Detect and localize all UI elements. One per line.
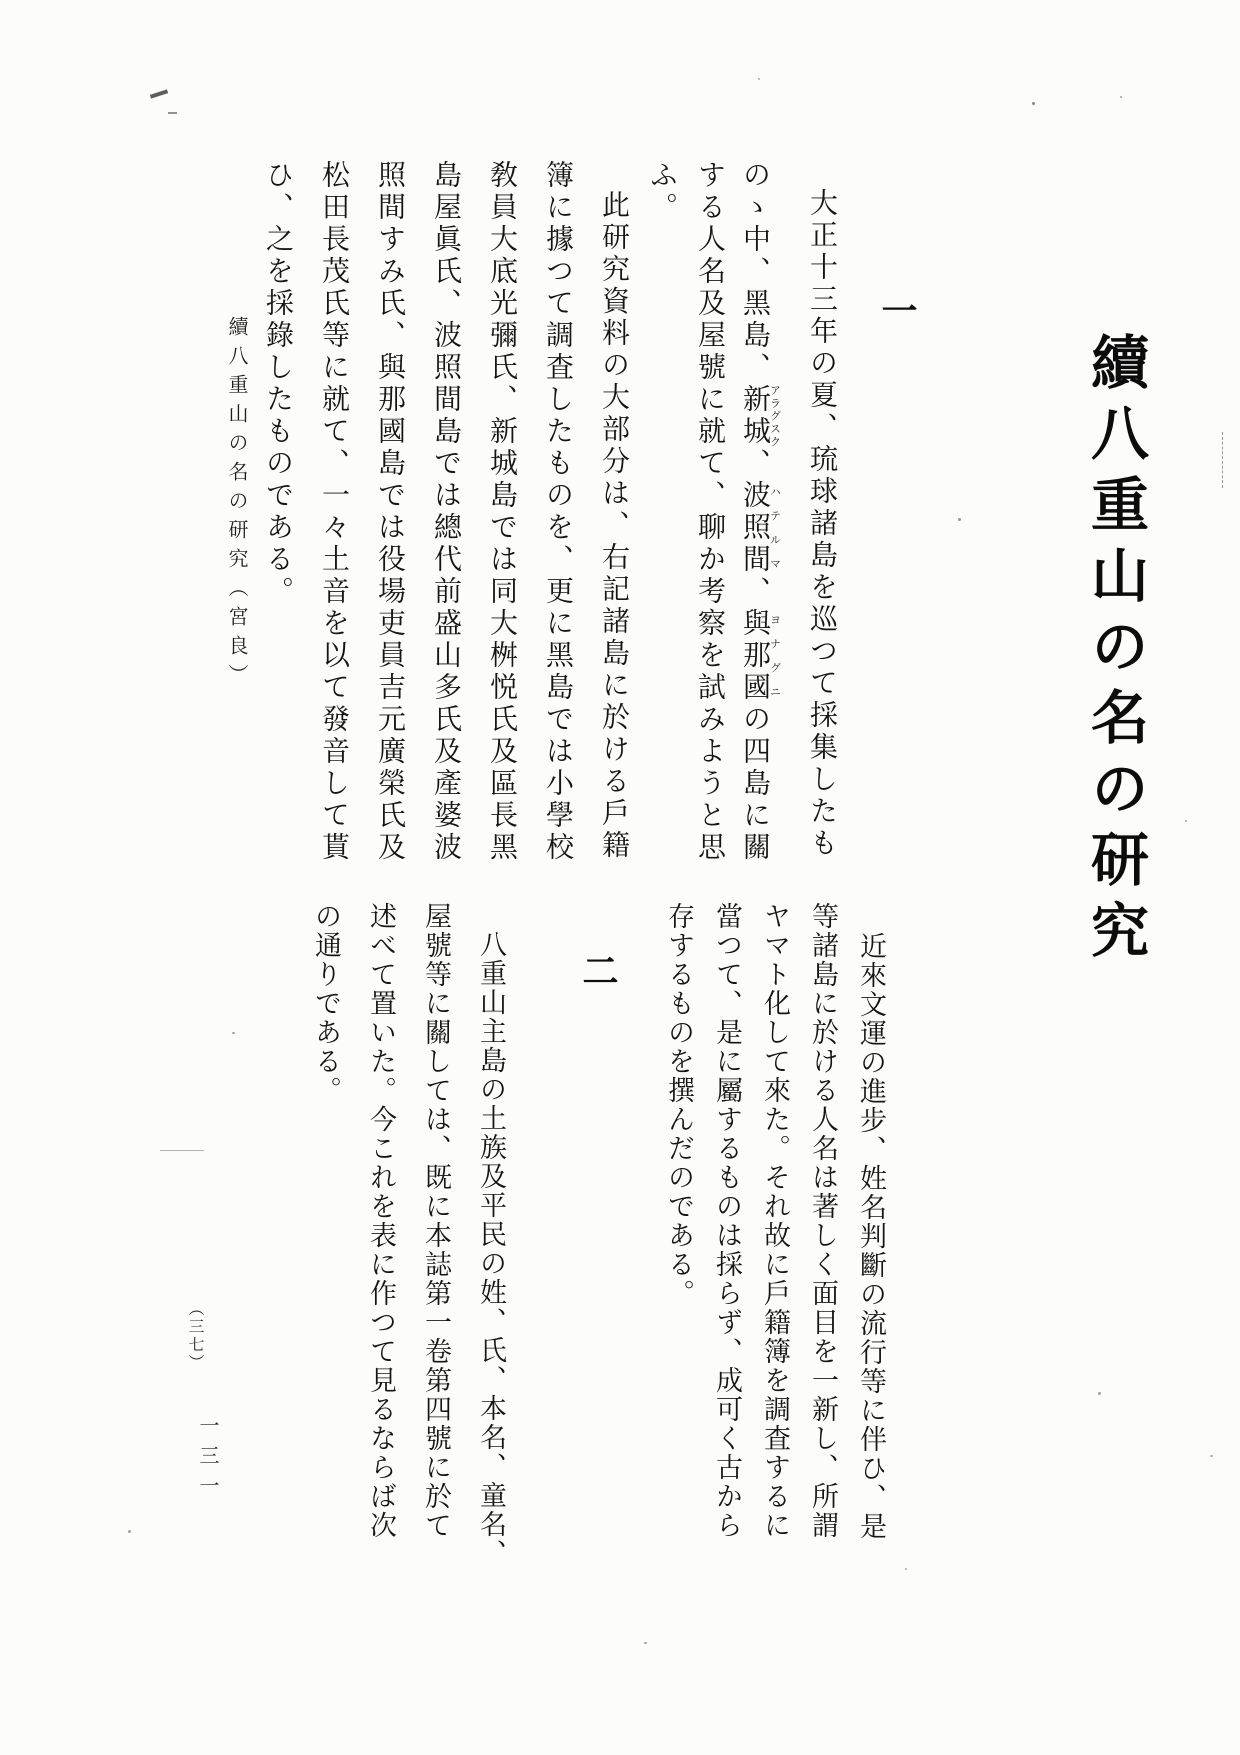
noise-speck — [1185, 820, 1187, 822]
article-title: 續八重山の名の研究 — [1082, 332, 1147, 971]
noise-speck — [758, 78, 760, 80]
section-one-marker: 一 — [877, 292, 917, 328]
noise-speck — [1210, 1455, 1213, 1457]
running-title: 續八重山の名の研究（宮良） — [225, 316, 247, 693]
noise-speck — [160, 1150, 204, 1151]
noise-speck — [958, 518, 961, 521]
text-column: 島屋眞氏、波照間島では總代前盛山多氏及產婆波 — [430, 160, 461, 864]
text-column: ふ。 — [646, 160, 677, 224]
noise-speck — [168, 112, 177, 114]
noise-speck — [128, 1530, 131, 1533]
text-column: 等諸島に於ける人名は著しく面目を一新し、所謂 — [808, 902, 838, 1540]
noise-speck — [1032, 102, 1035, 105]
text-column: ヤマト化して來た。それ故に戶籍簿を調査するに — [760, 902, 790, 1540]
page-number: 一三一 — [196, 1415, 218, 1505]
text-column: ひ、之を採錄したものである。 — [262, 160, 293, 608]
noise-speck — [1120, 96, 1122, 98]
noise-speck — [150, 89, 168, 98]
noise-speck — [232, 1032, 235, 1034]
text-column-with-ruby: のゝ中、黑島、新城アラグスク、波照間ハテルマ、與那國ヨナグニの四島に關 — [739, 160, 781, 864]
text-column: 八重山主島の土族及平民の姓、氏、本名、童名、 — [476, 930, 506, 1568]
text-column: 近來文運の進步、姓名判斷の流行等に伴ひ、是 — [856, 932, 886, 1541]
text-column: の通りである。 — [311, 902, 341, 1105]
text-column: 簿に據つて調査したものを、更に黑島では小學校 — [542, 160, 573, 864]
text-column: 當つて、是に屬するものは採らず、成可く古から — [712, 902, 742, 1540]
noise-speck — [644, 1642, 647, 1644]
section-two-marker: 二 — [578, 952, 618, 988]
folio-volume-mark: （三七） — [186, 1300, 203, 1372]
text-column: 此研究資料の大部分は、右記諸島に於ける戶籍 — [598, 190, 629, 862]
noise-speck — [1098, 1392, 1101, 1395]
text-column: 敎員大底光彌氏、新城島では同大桝悦氏及區長黑 — [486, 160, 517, 864]
text-column: 存するものを撰んだのである。 — [664, 902, 694, 1308]
noise-speck — [905, 1568, 907, 1570]
text-column: 大正十三年の夏、琉球諸島を巡つて採集したも — [806, 188, 837, 860]
text-column: 述べて置いた。今これを表に作つて見るならば次 — [366, 902, 396, 1540]
text-column: する人名及屋號に就て、聊か考察を試みようと思 — [694, 160, 725, 864]
text-column: 屋號等に關しては、既に本誌第一卷第四號に於て — [421, 902, 451, 1540]
text-column: 松田長茂氏等に就て、一々土音を以て發音して貰 — [318, 160, 349, 864]
text-column: 照間すみ氏、與那國島では役場吏員吉元廣榮氏及 — [374, 160, 405, 864]
page-edge-mark — [1222, 432, 1223, 488]
